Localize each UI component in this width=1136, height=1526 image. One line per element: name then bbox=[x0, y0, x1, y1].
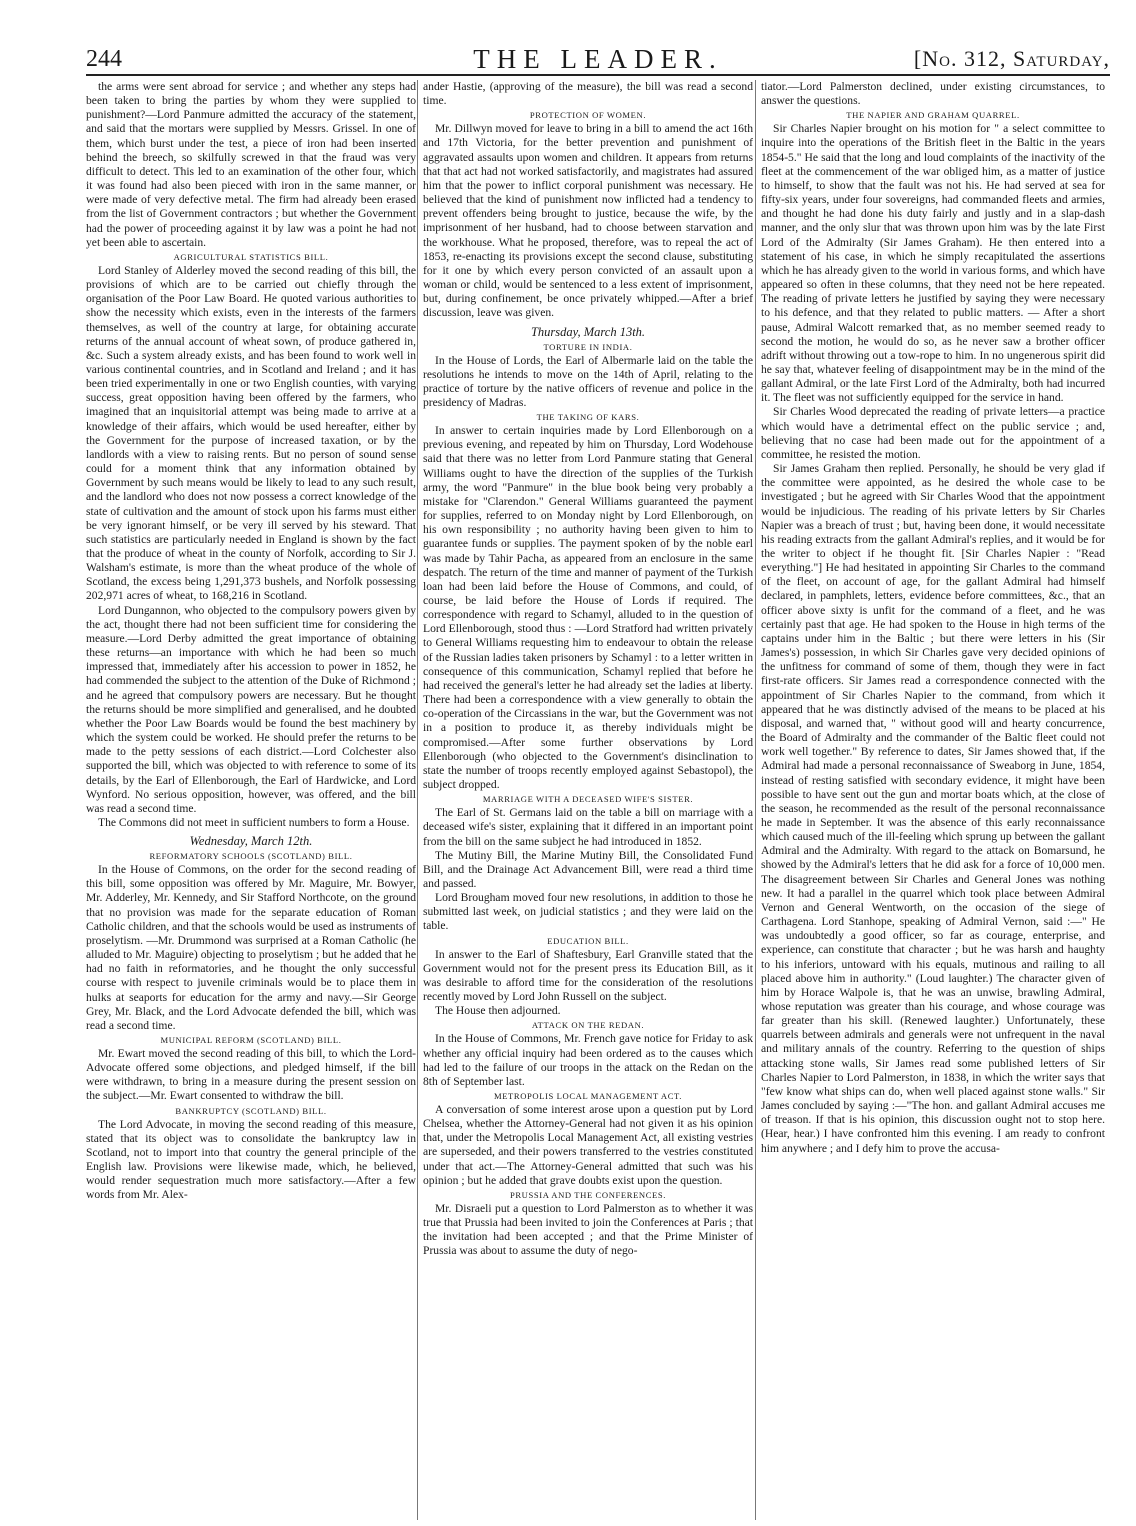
section-heading: AGRICULTURAL STATISTICS BILL. bbox=[173, 251, 329, 262]
article-paragraph: In the House of Commons, Mr. French gave notice for Friday to ask whether any official inquiry had been ordered as to the causes which had led to the failure of our troops in the attack on the Redan on the 8th of September last. bbox=[423, 1032, 753, 1088]
article-paragraph: The Mutiny Bill, the Marine Mutiny Bill, the Consolidated Fund Bill, and the Drainage Act Advancement Bill, were read a third time and passed. bbox=[423, 848, 753, 890]
date-heading: Thursday, March 13th. bbox=[530, 324, 646, 339]
column-divider bbox=[417, 80, 418, 1520]
section-heading: THE NAPIER AND GRAHAM QUARREL. bbox=[846, 110, 1020, 121]
section-heading: ATTACK ON THE REDAN. bbox=[531, 1020, 645, 1031]
newspaper-title: THE LEADER. bbox=[473, 44, 723, 74]
article-paragraph: Mr. Dillwyn moved for leave to bring in a bill to amend the act 16th and 17th Victoria, for the better prevention and punishment of aggravated assaults upon women and children. It appears from returns that that act had not worked satisfactorily, and magistrates had assured him that the power to inflict corporal punishment was necessary. He believed that the kind of punishment now inflicted had a tendency to prevent offenders being brought to justice, because the wife, by the imprisonment of her husband, had to choose between starvation and the workhouse. What he proposed, therefore, was to repeal the act of 1853, re-enacting its provisions except the second clause, substituting for it one by which every person convicted of an assault upon a woman or child, would be sentenced to a less extent of imprisonment, but, during confinement, be once privately whipped.—After a brief discussion, leave was given. bbox=[423, 122, 753, 320]
article-paragraph: Sir Charles Wood deprecated the reading of private letters—a practice which would have a detrimental effect on the public service ; and, believing that no case had been made out for the appointment of a committee, he resisted the motion. bbox=[761, 405, 1105, 461]
article-paragraph: Lord Stanley of Alderley moved the second reading of this bill, the provisions of which are to be carried out chiefly through the organisation of the Poor Law Board. He quoted various authorities to show the necessity which exists, even in the interests of the farmers themselves, as well of the country at large, for obtaining accurate returns of the annual account of wheat sown, of produce gathered in, &c. Such a system already exists, and has been found to work well in various continental countries, and in Scotland and Ireland ; and it has been tried experimentally in one or two English counties, with varying success, great opposition having been offered by the farmers, who imagined that an inquisitorial attempt was being made to arrive at a knowledge of their affairs, which would be used hereafter, either by the Government for the purpose of increased taxation, or by the landlords with a view to raising rents. But no person of sound sense could for a moment think that any information obtained by Government by such means would be likely to lead to any such result, and the landlord who does not now possess a correct knowledge of the state of cultivation and the amount of stock upon his farms must either be very ignorant himself, or be very ill served by his steward. That such statistics are particularly needed in England is shown by the fact that the produce of wheat in the county of Norfolk, according to Sir J. Walsham's estimate, is more than the wheat produce of the whole of Scotland, the excess being 1,291,373 bushels, and Norfolk possessing 202,971 acres of wheat, to 168,216 in Scotland. bbox=[86, 263, 416, 603]
article-paragraph: The Earl of St. Germans laid on the table a bill on marriage with a deceased wife's sister, explaining that it differed in an important point from the bill on the same subject he had introduced in 1852. bbox=[423, 806, 753, 848]
section-heading: EDUCATION BILL. bbox=[547, 935, 629, 946]
header-rule bbox=[86, 74, 1110, 76]
section-heading: BANKRUPTCY (SCOTLAND) BILL. bbox=[175, 1105, 327, 1116]
article-paragraph: The Commons did not meet in sufficient numbers to form a House. bbox=[98, 815, 410, 829]
section-heading: MARRIAGE WITH A DECEASED WIFE'S SISTER. bbox=[482, 794, 694, 805]
column-1 bbox=[86, 80, 416, 1520]
article-paragraph: In the House of Lords, the Earl of Albermarle laid on the table the resolutions he intends to move on the 14th of April, relating to the practice of torture by the native officers of revenue and police in the presidency of Madras. bbox=[423, 353, 753, 409]
section-heading: THE TAKING OF KARS. bbox=[536, 412, 640, 423]
article-paragraph: In answer to certain inquiries made by Lord Ellenborough on a previous evening, and repeated by him on Thursday, Lord Wodehouse said that there was no letter from Lord Panmure stating that General Williams ought to have the direction of the supplies of the Turkish army, the word "Panmure" in the blue book being very probably a mistake for "Clarendon." General Williams guaranteed the payment for supplies, referred to on Monday night by Lord Ellenborough, on his own responsibility ; no authority having been given to him to guarantee funds or supplies. The payment spoken of by the noble earl was made by Tahir Pacha, as appeared from an enclosure in the same despatch. The return of the time and manner of payment of the Turkish loan had been laid before the House of Commons, and could, of course, be laid before the House of Lords if required. The correspondence with regard to Schamyl, alluded to in the question of Lord Ellenborough, stood thus : —Lord Stratford had written privately to General Williams requesting him to endeavour to obtain the release of the Russian ladies taken prisoners by Schamyl : to a letter written in consequence of this communication, Schamyl replied that before he had received the general's letter he had already set the ladies at liberty. There had been a correspondence with a view generally to obtain the co-operation of the Circassians in the war, but the Government was not in a position to produce it, as thereby individuals might be compromised.—After some further observations by Lord Ellenborough (who objected to the Government's disinclination to state the number of troops recently employed against Sebastopol), the subject dropped. bbox=[423, 424, 753, 792]
article-paragraph: tiator.—Lord Palmerston declined, under existing circumstances, to answer the questions. bbox=[761, 80, 1105, 108]
article-paragraph: Sir James Graham then replied. Personally, he should be very glad if the committee were appointed, as he desired the whole case to be investigated ; but he agreed with Sir Charles Wood that the appointment would be injudicious. The reading of his private letters by Sir Charles Napier was a breach of trust ; but, having been done, it would necessitate his reading extracts from the gallant Admiral's replies, and it would be for the writer to object if he thought fit. [Sir Charles Napier : "Read everything."] He had hesitated in appointing Sir Charles to the command of the fleet, on account of age, for the gallant Admiral had himself declared, in pamphlets, letters, evidence before committees, &c., that an officer above sixty is unfit for the command of a fleet, and he was certainly past that age. He had spoken to the House in high terms of the captains under him in the Baltic ; but there were letters in his (Sir James's) possession, in which Sir Charles gave very decided opinions of the unfitness for command of some of them, though they were in fact first-rate officers. Sir James read a correspondence connected with the appointment of Sir Charles Napier to the command, from which it appeared that he was distinctly advised of the means to be placed at his disposal, and warned that, " without good will and hearty concurrence, the Board of Admiralty and the commander of the Baltic fleet could not work well together." By reference to dates, Sir James showed that, if the Admiral had made a personal reconnaissance of Sweaborg in June, 1854, instead of resting satisfied with secondary evidence, it might have been possible to have sent out the gun and mortar boats which, at the close of the season, he recommended as the result of the personal reconnaissance he made in September. It was the absence of this early reconnaissance which caused much of the ill-feeling which sprung up between the gallant Admiral and the Admiralty. With regard to the attack on Bomarsund, he showed by the Admiral's letters that he did ask for a force of 10,000 men. The disagreement between Sir Charles and General Jones was nothing new. It had a parallel in the quarrel which took place between Admiral Vernon and General Wentworth, on the occasion of the siege of Carthagena. Lord Stanhope, speaking of Admiral Vernon, said :—" He was undoubtedly a good officer, so far as courage, enterprise, and experience, can constitute that character ; but he was harsh and haughty to his inferiors, untoward with his equals, mutinous and railing to all placed above him in authority." (Loud laughter.) The character given of him by Horace Walpole is, that he was an unwise, brawling Admiral, whose reputation was greater than his courage, and whose courage was far greater than his skill. (Renewed laughter.) Unfortunately, these quarrels between admirals and generals were not unfrequent in the naval and military annals of the country. Referring to the question of ships attacking stone walls, Sir James read some published letters of Sir Charles Napier to Lord Palmerston, in 1838, in which the writer says that "few know what ships can do, when well placed against stone walls." Sir James concluded by saying :—"The hon. and gallant Admiral accuses me of treason. If that is his opinion, this discussion ought not to stop here. (Hear, hear.) I have confronted him this evening. I am ready to confront him anywhere ; and I defy him to prove the accusa- bbox=[761, 462, 1105, 1155]
article-paragraph: A conversation of some interest arose upon a question put by Lord Chelsea, whether the Attorney-General had not given it as his opinion that, under the Metropolis Local Management Act, all existing vestries are superseded, and their powers transferred to the vestries constituted under that act.—The Attorney-General admitted that such was his opinion ; but he added that grave doubts exist upon the question. bbox=[423, 1103, 753, 1187]
date-heading: Wednesday, March 12th. bbox=[189, 834, 313, 849]
article-paragraph: Lord Dungannon, who objected to the compulsory powers given by the act, thought there had not been sufficient time for considering the measure.—Lord Derby admitted the great importance of obtaining these returns—an importance with which he had been so much impressed that, immediately after his accession to power in 1852, he had commended the subject to the attention of the Duke of Richmond ; and he agreed that compulsory powers are necessary. But he thought the returns should be more simplified and generalised, and he doubted whether the Poor Law Boards would be found the best machinery by which the system could be worked. He should prefer the returns to be made to the petty sessions of each district.—Lord Colchester also supported the bill, which was objected to with reference to some of its details, by the Earl of Ellenborough, the Earl of Hardwicke, and Lord Wynford. No serious opposition, however, was offered, and the bill was read a second time. bbox=[86, 603, 416, 815]
article-paragraph: Mr. Ewart moved the second reading of this bill, to which the Lord-Advocate offered some objections, and pledged himself, if the bill were withdrawn, to bring in a measure during the present session on the subject.—Mr. Ewart consented to withdraw the bill. bbox=[86, 1047, 416, 1103]
section-heading: REFORMATORY SCHOOLS (SCOTLAND) BILL. bbox=[149, 851, 353, 862]
article-paragraph: In the House of Commons, on the order for the second reading of this bill, some opposition was offered by Mr. Maguire, Mr. Bowyer, Mr. Adderley, Mr. Kennedy, and Sir Stafford Northcote, on the ground that no provision was made for the separate education of Roman Catholic children, and that the schools would be used as instruments of proselytism. —Mr. Drummond was surprised at a Roman Catholic (he alluded to Mr. Maguire) objecting to proselytism ; but he added that he had no faith in reformatories, and he thought the only successful course with respect to juvenile criminals would be to place them in hulks at seaports for education for the army and navy.—Sir George Grey, Mr. Black, and the Lord Advocate defended the bill, which was read a second time. bbox=[86, 863, 416, 1032]
section-heading: PROTECTION OF WOMEN. bbox=[529, 110, 647, 121]
article-paragraph: Mr. Disraeli put a question to Lord Palmerston as to whether it was true that Prussia had been invited to join the Conferences at Paris ; that the invitation had been accepted ; and that the Prime Minister of Prussia was about to assume the duty of nego- bbox=[423, 1201, 753, 1258]
article-paragraph: Lord Brougham moved four new resolutions, in addition to those he submitted last week, on judicial statistics ; and they were laid on the table. bbox=[423, 891, 753, 933]
issue-info: [No. 312, Saturday, bbox=[913, 46, 1110, 71]
article-paragraph: The House then adjourned. bbox=[435, 1004, 561, 1018]
article-paragraph: ander Hastie, (approving of the measure), the bill was read a second time. bbox=[423, 80, 753, 108]
section-heading: METROPOLIS LOCAL MANAGEMENT ACT. bbox=[493, 1091, 683, 1101]
article-paragraph: In answer to the Earl of Shaftesbury, Earl Granville stated that the Government would not for the present press its Education Bill, as it was desirable to afford time for the consideration of the resolutions recently moved by Lord John Russell on the subject. bbox=[423, 947, 753, 1004]
article-paragraph: The Lord Advocate, in moving the second reading of this measure, stated that its object was to consolidate the bankruptcy law in Scotland, not to import into that country the general principle of the English law. Provisions were likewise made, which, he believed, would render sequestration much more satisfactory.—After a few words from Mr. Alex- bbox=[86, 1117, 416, 1202]
column-2 bbox=[423, 80, 753, 1520]
masthead bbox=[86, 44, 1110, 72]
section-heading: TORTURE IN INDIA. bbox=[543, 341, 633, 352]
section-heading: MUNICIPAL REFORM (SCOTLAND) BILL. bbox=[160, 1035, 342, 1045]
page-number: 244 bbox=[86, 46, 122, 72]
section-heading: PRUSSIA AND THE CONFERENCES. bbox=[509, 1189, 667, 1200]
column-divider bbox=[755, 80, 756, 1520]
article-paragraph: the arms were sent abroad for service ; and whether any steps had been taken to bring the parties by whom they were supplied to punishment?—Lord Panmure admitted the accuracy of the statement, and said that the mortars were supplied by Messrs. Grissel. In one of them, which burst under the test, a piece of iron had been inserted behind the breech, so skilfully screwed in that the fraud was very difficult to detect. This led to an examination of the other four, which it was found had also been pieced with iron in the same manner, or were made of very defective metal. The firm had already been erased from the list of Government contractors ; but whether the Government had the power of proceeding against it by law was a point he had not yet been able to ascertain. bbox=[86, 80, 416, 249]
article-paragraph: Sir Charles Napier brought on his motion for " a select committee to inquire into the operations of the British fleet in the Baltic in the years 1854-5." He said that the long and loud complaints of the inactivity of the fleet at the commencement of the war obliged him, as a matter of justice to himself, to show that the fault was not his. He had served at sea for fifty-six years, under four sovereigns, had commanded fleets and armies, and thought he had done his duty fairly and justly and in a slap-dash manner, and the only slur that was thrown upon him was by the late First Lord of the Admiralty (Sir James Graham). He then entered into a statement of his case, in which he simply recapitulated the assertions which he has already given to the world in various forms, and which have appeared so often in these columns, that they need not be here repeated. The reading of private letters he justified by saying they were necessary to his defence, and that they related to public matters. — After a short pause, Admiral Walcott remarked that, as no member seemed ready to second the motion, he would do so, as he never saw a brother officer adrift without throwing out a tow-rope to him. In no ungenerous spirit did he say that, whatever feeling of disappointment may be in the mind of the gallant Admiral, or the late First Lord of the Admiralty, both had incurred it. The fleet was not sufficiently equipped for the service in hand. bbox=[761, 122, 1105, 405]
column-3 bbox=[761, 80, 1105, 1520]
